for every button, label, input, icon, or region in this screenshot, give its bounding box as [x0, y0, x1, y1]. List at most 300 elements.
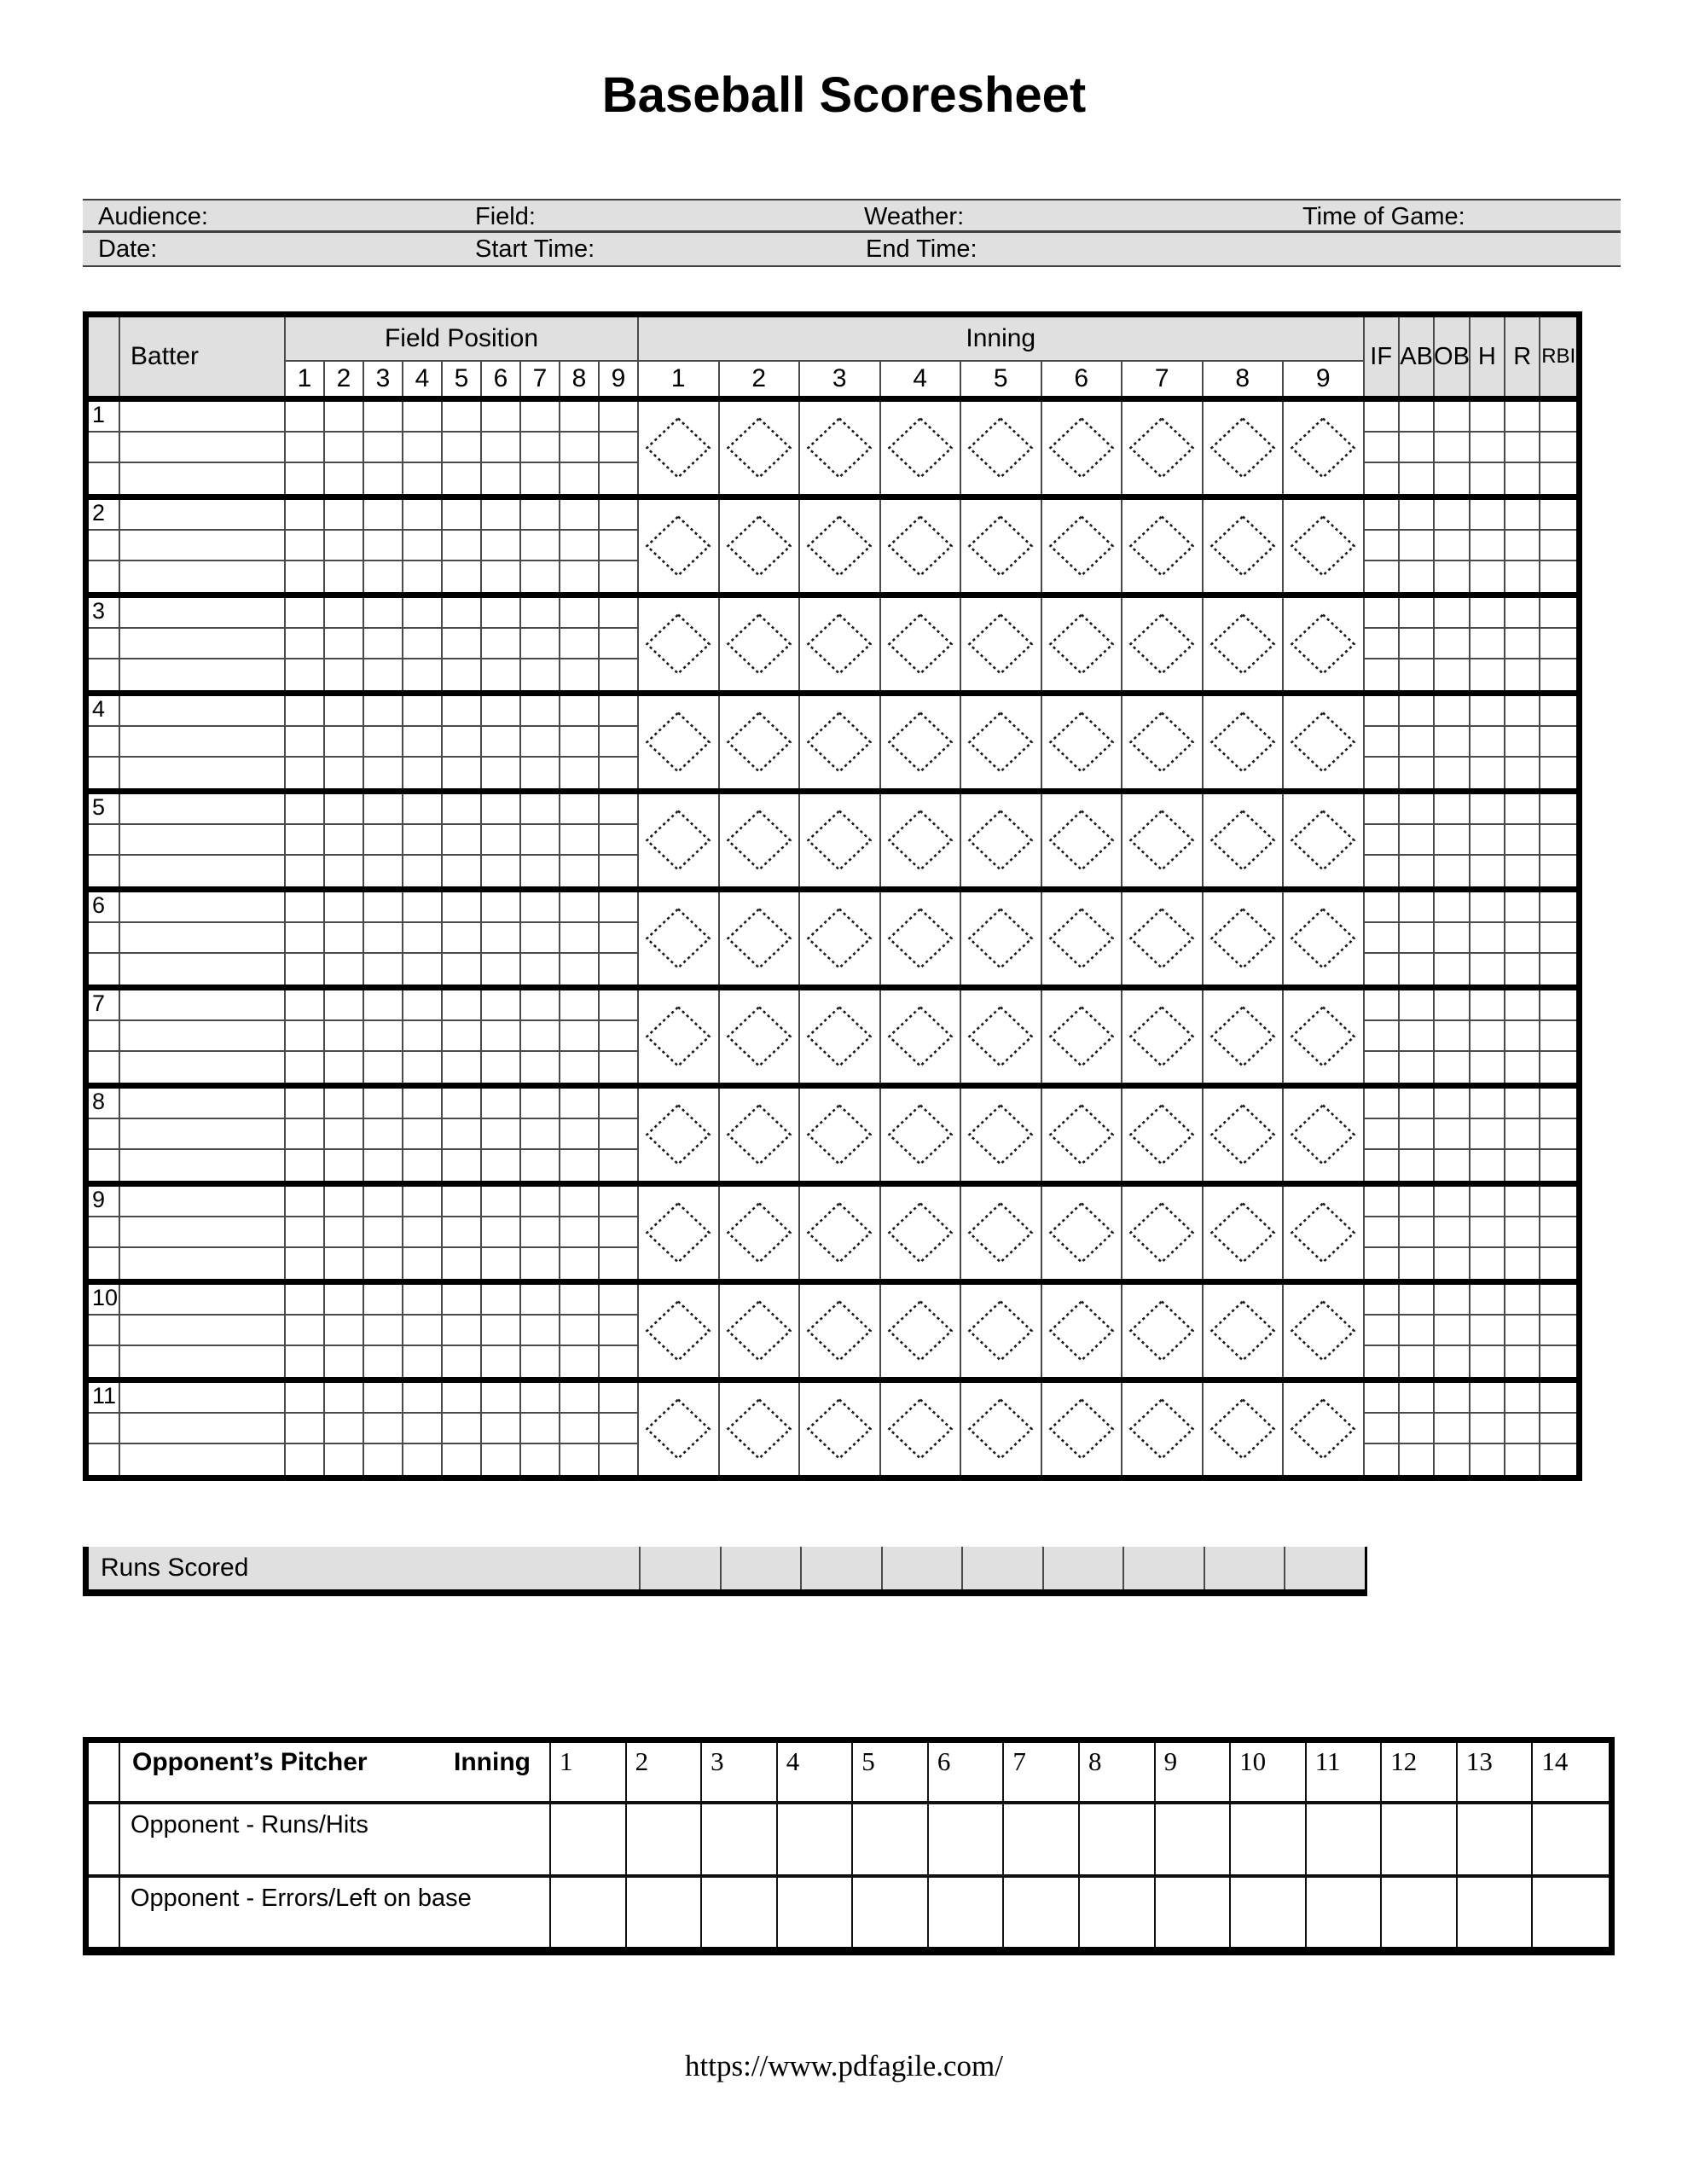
stat-cell	[1470, 1217, 1505, 1248]
field-position-cell	[286, 463, 325, 494]
stat-cell	[1435, 402, 1470, 433]
batter-row-number-cell	[89, 1119, 120, 1150]
opponent-inning-number: 11	[1307, 1743, 1383, 1804]
inning-diamond-cell	[1204, 1383, 1285, 1475]
field-position-cell	[521, 1285, 560, 1316]
field-position-cell	[364, 531, 403, 561]
field-position-cell	[482, 463, 521, 494]
stat-cell	[1505, 1248, 1540, 1279]
stat-cell	[1470, 1052, 1505, 1083]
diamond-icon	[806, 514, 873, 578]
batter-name-cell	[120, 1414, 286, 1444]
runs-scored-label: Runs Scored	[101, 1554, 249, 1582]
batter-row-number-cell: 11	[89, 1383, 120, 1414]
stat-cell	[1470, 1444, 1505, 1475]
inning-diamond-cell	[881, 598, 962, 690]
stat-cell	[1505, 463, 1540, 494]
field-position-cell	[443, 402, 482, 433]
diamond-icon	[645, 711, 711, 774]
stat-cell	[1505, 758, 1540, 788]
stat-cell	[1400, 1383, 1435, 1414]
inning-diamond-cell	[1284, 794, 1365, 886]
stat-cell	[1400, 1444, 1435, 1475]
stat-cell	[1505, 629, 1540, 659]
diamond-icon	[1128, 613, 1195, 676]
stat-cell	[1365, 1119, 1400, 1150]
inning-number-header: 6	[1042, 362, 1123, 396]
field-position-cell	[403, 856, 443, 886]
stat-cell	[1435, 1187, 1470, 1217]
diamond-icon	[806, 1299, 873, 1362]
stat-cell	[1505, 531, 1540, 561]
opponent-inning-cell	[1080, 1804, 1156, 1878]
field-position-cell	[443, 1346, 482, 1377]
diamond-icon	[726, 1299, 792, 1362]
stat-cell	[1540, 463, 1576, 494]
diamond-icon	[645, 1397, 711, 1461]
stat-cell	[1470, 1021, 1505, 1052]
field-position-cell	[364, 1217, 403, 1248]
stat-cell	[1435, 463, 1470, 494]
field-position-cell	[521, 758, 560, 788]
field-position-cell	[325, 1383, 364, 1414]
diamond-icon	[1209, 711, 1276, 774]
opponent-inning-cell	[929, 1878, 1005, 1947]
inning-diamond-cell	[1042, 990, 1123, 1083]
field-position-cell	[364, 1414, 403, 1444]
stat-cell	[1365, 1444, 1400, 1475]
stat-cell	[1505, 1119, 1540, 1150]
field-position-cell	[443, 892, 482, 923]
field-position-cell	[286, 1052, 325, 1083]
inning-diamond-cell	[639, 500, 720, 592]
stat-cell	[1540, 727, 1576, 758]
field-position-cell	[482, 856, 521, 886]
stat-cell	[1365, 659, 1400, 690]
field-position-cell	[560, 1052, 600, 1083]
diamond-icon	[967, 1397, 1034, 1461]
stat-cell	[1365, 598, 1400, 629]
stat-cell	[1365, 629, 1400, 659]
field-position-cell	[403, 696, 443, 727]
diamond-icon	[1209, 416, 1276, 479]
stat-cell	[1540, 433, 1576, 463]
field-position-cell	[560, 1316, 600, 1346]
opponent-inning-cell	[853, 1878, 929, 1947]
field-position-cell	[403, 1444, 443, 1475]
stat-cell	[1540, 1187, 1576, 1217]
opponent-inning-cell	[1458, 1804, 1534, 1878]
stat-cell	[1365, 1052, 1400, 1083]
batter-row-number-cell	[89, 727, 120, 758]
field-position-cell	[403, 1052, 443, 1083]
stat-cell	[1435, 1316, 1470, 1346]
opponent-inning-cell	[1533, 1804, 1609, 1878]
inning-diamond-cell	[800, 990, 881, 1083]
stat-cell	[1365, 531, 1400, 561]
field-position-cell	[521, 1119, 560, 1150]
field-position-cell	[560, 500, 600, 531]
field-position-cell	[403, 758, 443, 788]
field-position-cell	[521, 629, 560, 659]
field-position-cell	[403, 1021, 443, 1052]
field-position-cell	[600, 561, 639, 592]
field-position-number-header: 1	[286, 362, 325, 396]
field-position-cell	[443, 1089, 482, 1119]
field-position-cell	[403, 892, 443, 923]
inning-diamond-cell	[961, 794, 1042, 886]
field-position-cell	[482, 1052, 521, 1083]
field-position-cell	[286, 825, 325, 856]
opponent-inning-cell	[551, 1878, 627, 1947]
stat-cell	[1435, 561, 1470, 592]
field-position-cell	[600, 696, 639, 727]
inning-diamond-cell	[639, 598, 720, 690]
stat-cell	[1470, 825, 1505, 856]
inning-number-header: 9	[1284, 362, 1365, 396]
inning-diamond-cell	[1042, 696, 1123, 788]
batter-row-number-cell: 3	[89, 598, 120, 629]
stat-cell	[1435, 1217, 1470, 1248]
batter-name-cell	[120, 1285, 286, 1316]
field-position-cell	[443, 794, 482, 825]
field-position-cell	[482, 402, 521, 433]
stat-cell	[1540, 561, 1576, 592]
field-position-cell	[600, 1414, 639, 1444]
stat-cell	[1540, 1316, 1576, 1346]
field-position-cell	[600, 463, 639, 494]
diamond-icon	[967, 1201, 1034, 1264]
stat-cell	[1365, 1383, 1400, 1414]
runs-scored-row	[83, 1547, 1367, 1596]
runs-scored-cell	[1284, 1547, 1365, 1589]
inning-diamond-cell	[1122, 598, 1204, 690]
stat-cell	[1505, 1187, 1540, 1217]
field-position-cell	[364, 629, 403, 659]
field-position-cell	[364, 1383, 403, 1414]
inning-diamond-cell	[1042, 402, 1123, 494]
diamond-icon	[1128, 907, 1195, 970]
diamond-icon	[1048, 613, 1115, 676]
field-position-cell	[560, 954, 600, 985]
footer-url[interactable]: https://www.pdfagile.com/	[685, 2049, 1003, 2082]
opponent-inning-number: 12	[1382, 1743, 1458, 1804]
diamond-icon	[726, 514, 792, 578]
stat-cell	[1435, 1346, 1470, 1377]
field-position-cell	[482, 1021, 521, 1052]
opponent-inning-cell	[1231, 1804, 1307, 1878]
inning-diamond-cell	[1042, 500, 1123, 592]
stat-cell	[1540, 794, 1576, 825]
field-position-cell	[443, 923, 482, 954]
stat-cell	[1435, 500, 1470, 531]
field-position-cell	[443, 1316, 482, 1346]
opponent-inning-cell	[551, 1804, 627, 1878]
stat-cell	[1505, 1316, 1540, 1346]
field-position-number-header: 2	[325, 362, 364, 396]
inning-number-header: 7	[1122, 362, 1204, 396]
batter-name-cell	[120, 402, 286, 433]
batter-row-number-cell	[89, 433, 120, 463]
stat-cell	[1540, 954, 1576, 985]
field-position-cell	[403, 1383, 443, 1414]
field-position-cell	[286, 758, 325, 788]
batter-row-number-cell	[89, 825, 120, 856]
stat-cell	[1400, 402, 1435, 433]
runs-scored-cell	[800, 1547, 881, 1589]
batter-name-cell	[120, 856, 286, 886]
stat-cell	[1470, 892, 1505, 923]
batter-row-number-cell	[89, 463, 120, 494]
stat-cell	[1540, 856, 1576, 886]
field-position-cell	[600, 1021, 639, 1052]
opponent-inning-number: 5	[853, 1743, 929, 1804]
opponent-inning-number: 6	[929, 1743, 1005, 1804]
inning-diamond-cell	[1204, 1285, 1285, 1377]
inning-diamond-cell	[1042, 598, 1123, 690]
field-position-cell	[521, 1052, 560, 1083]
field-position-cell	[560, 402, 600, 433]
opponent-inning-cell	[627, 1878, 703, 1947]
field-position-cell	[521, 500, 560, 531]
diamond-icon	[1290, 1103, 1356, 1166]
stat-cell	[1470, 1316, 1505, 1346]
stat-header-rbi: RBI	[1540, 317, 1576, 396]
field-position-cell	[443, 990, 482, 1021]
stat-cell	[1400, 659, 1435, 690]
field-position-cell	[560, 825, 600, 856]
inning-diamond-cell	[961, 402, 1042, 494]
batter-name-cell	[120, 825, 286, 856]
stat-cell	[1400, 954, 1435, 985]
field-position-cell	[482, 1248, 521, 1279]
diamond-icon	[887, 1299, 954, 1362]
field-position-cell	[325, 794, 364, 825]
field-position-cell	[286, 1248, 325, 1279]
field-position-cell	[286, 531, 325, 561]
inning-diamond-cell	[961, 696, 1042, 788]
inning-diamond-cell	[961, 500, 1042, 592]
stat-cell	[1505, 727, 1540, 758]
date-label: Date:	[98, 235, 158, 263]
field-position-cell	[560, 758, 600, 788]
stat-cell	[1435, 1414, 1470, 1444]
stat-cell	[1540, 659, 1576, 690]
stat-cell	[1470, 758, 1505, 788]
field-position-cell	[521, 1346, 560, 1377]
opponent-inning-cell	[853, 1804, 929, 1878]
inning-diamond-cell	[1204, 598, 1285, 690]
inning-diamond-cell	[1204, 500, 1285, 592]
diamond-icon	[967, 1005, 1034, 1068]
field-position-cell	[600, 825, 639, 856]
inning-diamond-cell	[1122, 794, 1204, 886]
field-position-cell	[364, 1052, 403, 1083]
inning-diamond-cell	[639, 402, 720, 494]
stat-cell	[1400, 696, 1435, 727]
field-position-cell	[325, 531, 364, 561]
field-position-cell	[482, 825, 521, 856]
field-position-cell	[521, 892, 560, 923]
start-time-label: Start Time:	[475, 235, 595, 263]
batter-block	[89, 592, 1576, 690]
opponent-errors-lob-label: Opponent - Errors/Left on base	[120, 1878, 551, 1947]
field-position-cell	[482, 629, 521, 659]
field-position-cell	[403, 598, 443, 629]
batter-name-cell	[120, 1383, 286, 1414]
batter-block	[89, 494, 1576, 592]
diamond-icon	[1128, 514, 1195, 578]
field-position-cell	[364, 598, 403, 629]
diamond-icon	[806, 809, 873, 872]
batter-name-cell	[120, 1021, 286, 1052]
opponent-inning-cell	[929, 1804, 1005, 1878]
stat-cell	[1365, 1316, 1400, 1346]
field-position-cell	[364, 923, 403, 954]
field-position-cell	[600, 402, 639, 433]
field-position-cell	[364, 1187, 403, 1217]
stat-cell	[1435, 856, 1470, 886]
stat-cell	[1400, 1217, 1435, 1248]
field-position-cell	[403, 500, 443, 531]
field-position-cell	[286, 1217, 325, 1248]
field-position-cell	[403, 954, 443, 985]
stat-cell	[1400, 598, 1435, 629]
inning-diamond-cell	[800, 500, 881, 592]
field-position-cell	[325, 1346, 364, 1377]
stat-cell	[1540, 1119, 1576, 1150]
stat-cell	[1435, 758, 1470, 788]
field-position-cell	[600, 1383, 639, 1414]
field-position-cell	[482, 696, 521, 727]
stat-cell	[1400, 794, 1435, 825]
stat-cell	[1435, 892, 1470, 923]
stat-cell	[1400, 1187, 1435, 1217]
stat-cell	[1435, 598, 1470, 629]
field-position-cell	[560, 561, 600, 592]
opponent-table-corner-cell	[89, 1878, 120, 1947]
batter-name-cell	[120, 923, 286, 954]
field-position-cell	[482, 1316, 521, 1346]
field-position-cell	[364, 990, 403, 1021]
field-position-cell	[286, 856, 325, 886]
batter-block	[89, 396, 1576, 494]
stat-cell	[1505, 402, 1540, 433]
batter-name-cell	[120, 1187, 286, 1217]
opponent-inning-number: 3	[702, 1743, 778, 1804]
field-position-cell	[403, 561, 443, 592]
diamond-icon	[1209, 1299, 1276, 1362]
field-position-cell	[286, 727, 325, 758]
inning-diamond-cell	[639, 1383, 720, 1475]
field-position-cell	[560, 1119, 600, 1150]
diamond-icon	[1290, 1299, 1356, 1362]
field-position-cell	[600, 1248, 639, 1279]
batter-row-number-cell	[89, 1346, 120, 1377]
field-position-cell	[403, 463, 443, 494]
scoresheet-body	[89, 396, 1576, 1475]
field-position-cell	[364, 1316, 403, 1346]
stat-cell	[1365, 1285, 1400, 1316]
stat-cell	[1540, 402, 1576, 433]
field-position-cell	[403, 433, 443, 463]
field-position-cell	[325, 463, 364, 494]
stat-cell	[1470, 500, 1505, 531]
diamond-icon	[1209, 1005, 1276, 1068]
stat-cell	[1365, 561, 1400, 592]
opponent-inning-cell	[1080, 1878, 1156, 1947]
inning-diamond-cell	[961, 1089, 1042, 1181]
field-position-cell	[403, 1150, 443, 1181]
field-position-cell	[403, 1285, 443, 1316]
inning-diamond-cell	[800, 1285, 881, 1377]
inning-diamond-cell	[720, 598, 801, 690]
field-position-cell	[521, 1217, 560, 1248]
field-position-cell	[600, 856, 639, 886]
field-position-cell	[325, 659, 364, 690]
diamond-icon	[887, 1103, 954, 1166]
inning-diamond-cell	[800, 892, 881, 985]
field-position-number-header: 3	[364, 362, 403, 396]
inning-diamond-cell	[800, 1187, 881, 1279]
diamond-icon	[726, 711, 792, 774]
inning-diamond-cell	[1042, 1089, 1123, 1181]
diamond-icon	[645, 809, 711, 872]
batter-row-number-cell: 8	[89, 1089, 120, 1119]
inning-diamond-cell	[961, 1187, 1042, 1279]
batter-name-cell	[120, 954, 286, 985]
field-position-cell	[443, 1414, 482, 1444]
opponent-inning-label: Inning	[454, 1748, 531, 1776]
field-position-cell	[325, 629, 364, 659]
field-position-cell	[521, 1316, 560, 1346]
field-position-cell	[325, 1089, 364, 1119]
diamond-icon	[887, 1005, 954, 1068]
opponent-inning-cell	[778, 1804, 854, 1878]
stat-cell	[1470, 990, 1505, 1021]
field-position-cell	[325, 1187, 364, 1217]
field-position-cell	[600, 1119, 639, 1150]
opponent-inning-number: 1	[551, 1743, 627, 1804]
diamond-icon	[887, 1201, 954, 1264]
field-position-cell	[443, 531, 482, 561]
stat-cell	[1365, 990, 1400, 1021]
stat-header-ab: AB	[1400, 317, 1435, 396]
diamond-icon	[967, 711, 1034, 774]
field-position-cell	[600, 727, 639, 758]
field-position-cell	[286, 1021, 325, 1052]
field-position-cell	[521, 1383, 560, 1414]
field-position-cell	[482, 954, 521, 985]
stat-cell	[1540, 758, 1576, 788]
batter-row-number-cell	[89, 1316, 120, 1346]
inning-header: Inning	[639, 317, 1365, 362]
field-position-cell	[364, 954, 403, 985]
stat-cell	[1540, 923, 1576, 954]
batter-row-number-cell	[89, 659, 120, 690]
inning-diamond-cell	[1204, 402, 1285, 494]
field-position-number-header: 9	[600, 362, 639, 396]
stat-header-h: H	[1470, 317, 1505, 396]
diamond-icon	[1048, 1201, 1115, 1264]
batter-name-cell	[120, 433, 286, 463]
field-position-number-header: 6	[482, 362, 521, 396]
field-position-cell	[560, 629, 600, 659]
field-position-cell	[560, 1187, 600, 1217]
opponent-inning-number: 7	[1004, 1743, 1080, 1804]
field-position-cell	[600, 1089, 639, 1119]
field-position-cell	[600, 1052, 639, 1083]
